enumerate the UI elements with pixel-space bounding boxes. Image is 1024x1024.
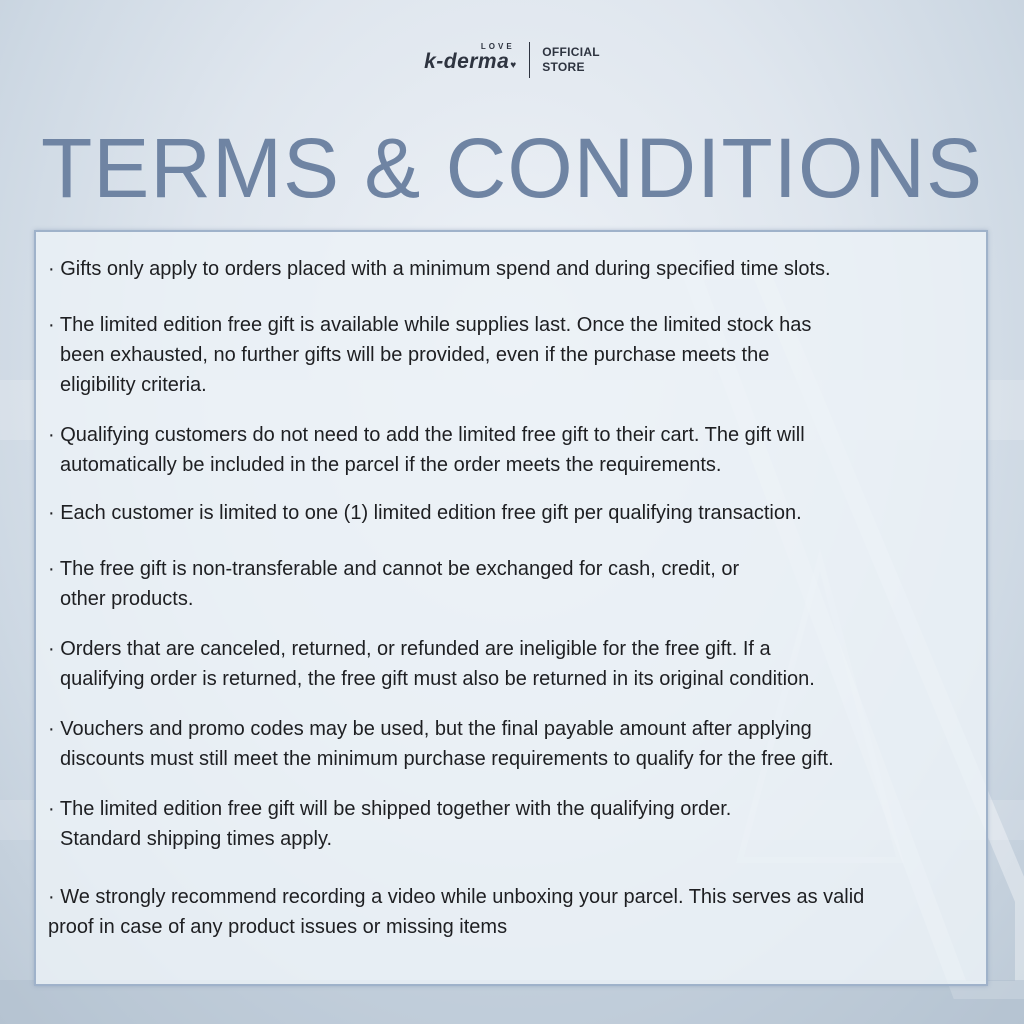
term-item (48, 882, 988, 942)
term-line: · Gifts only apply to orders placed with a minimum spend and during specified time slots. (48, 258, 831, 280)
term-line: · Qualifying customers do not need to add the limited free gift to their cart. The gift will (48, 424, 805, 446)
term-item (48, 420, 988, 480)
official-line-1: OFFICIAL (542, 45, 600, 59)
term-line: Standard shipping times apply. (60, 828, 333, 850)
term-line: discounts must still meet the minimum purchase requirements to qualify for the free gift. (60, 748, 834, 770)
term-line: · We strongly recommend recording a video while unboxing your parcel. This serves as valid (48, 886, 865, 908)
term-line: · Orders that are canceled, returned, or refunded are ineligible for the free gift. If a (48, 638, 771, 660)
term-line: · The limited edition free gift will be shipped together with the qualifying order. (48, 798, 732, 820)
term-line: · Vouchers and promo codes may be used, but the final payable amount after applying (48, 718, 812, 740)
term-line: other products. (60, 588, 194, 610)
terms-panel (34, 230, 988, 986)
term-line: been exhausted, no further gifts will be provided, even if the purchase meets the (60, 344, 770, 366)
term-item (48, 310, 988, 400)
term-line: · Each customer is limited to one (1) limited edition free gift per qualifying transaction. (48, 502, 802, 524)
official-line-2: STORE (542, 60, 585, 74)
term-line: qualifying order is returned, the free gift must also be returned in its original condition. (60, 668, 815, 690)
term-item (48, 634, 988, 694)
term-line: · The free gift is non-transferable and cannot be exchanged for cash, credit, or (48, 558, 740, 580)
brand-logo (424, 43, 517, 77)
term-item (48, 498, 988, 528)
brand-name (424, 51, 517, 77)
term-item (48, 794, 988, 854)
term-line: eligibility criteria. (60, 374, 207, 396)
brand-love-text: LOVE (480, 42, 515, 51)
term-line: proof in case of any product issues or missing items (48, 916, 508, 938)
brand-divider (529, 42, 531, 78)
term-item (48, 254, 988, 284)
term-item (48, 554, 988, 614)
heart-icon: ♥ (510, 60, 517, 71)
brand-header (0, 40, 1024, 80)
official-store-label (542, 45, 600, 75)
term-item (48, 714, 988, 774)
page-title: TERMS & CONDITIONS (40, 121, 984, 215)
brand-name-text: k-derma (424, 50, 510, 73)
term-line: automatically be included in the parcel if the order meets the requirements. (60, 454, 722, 476)
term-line: · The limited edition free gift is available while supplies last. Once the limited stock has (48, 314, 812, 336)
